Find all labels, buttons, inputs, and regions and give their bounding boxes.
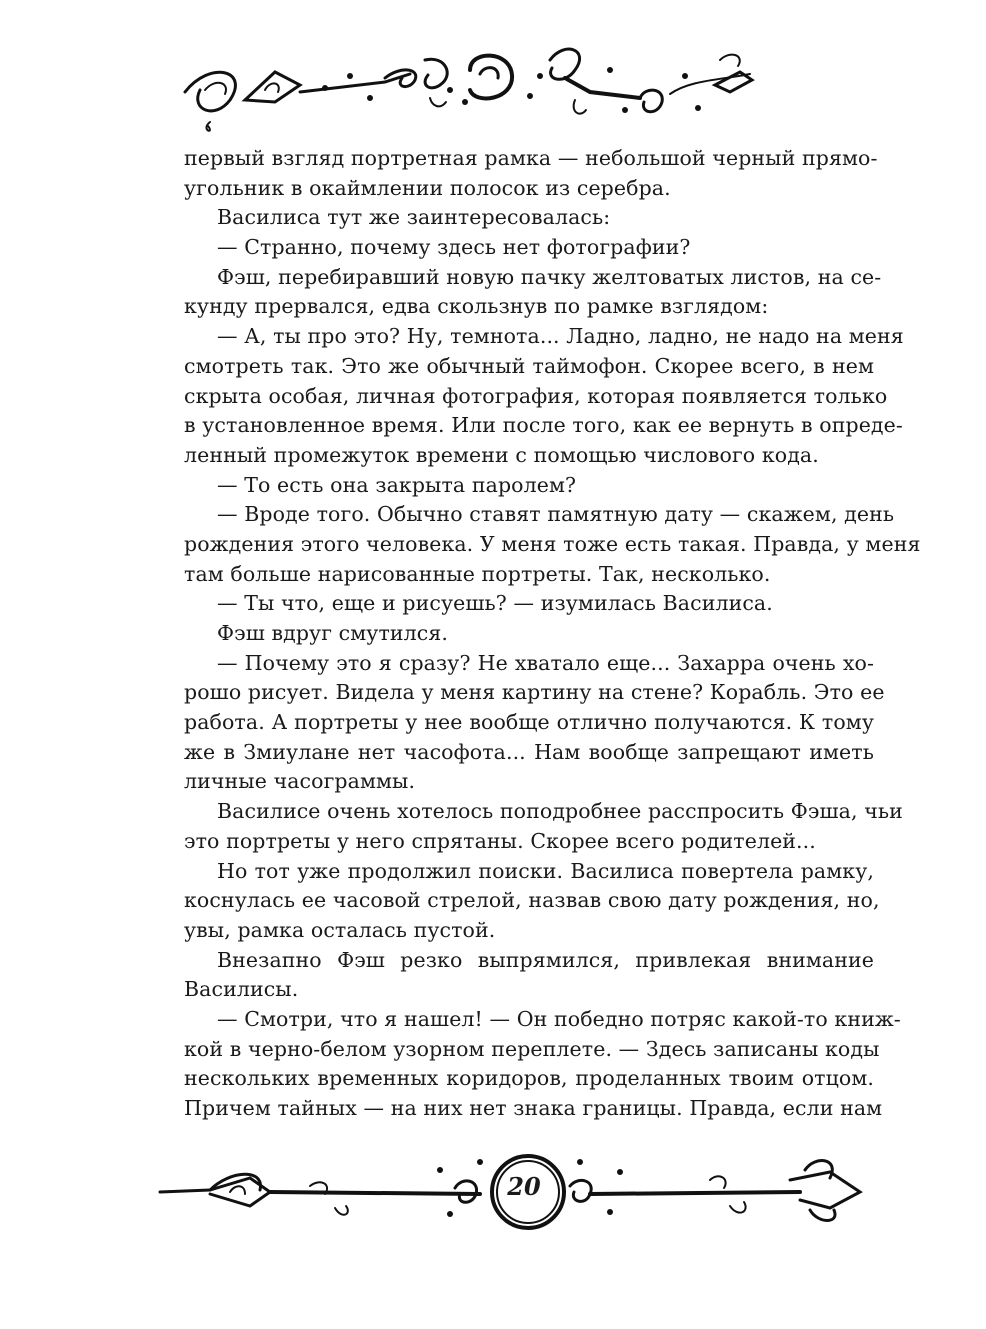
text-line: первый взгляд портретная рамка — небольшой черный прямо-	[184, 146, 878, 170]
text-line: Василисы.	[184, 977, 299, 1002]
text-line: личные часограммы.	[184, 769, 416, 794]
text-line: кунду прервался, едва скользнув по рамке взглядом:	[184, 294, 769, 319]
text-line: в установленное время. Или после того, как ее вернуть в опреде-	[184, 413, 903, 438]
text-line: Василисе очень хотелось поподробнее расспросить Фэша, чьи	[217, 799, 903, 824]
text-line: там больше нарисованные портреты. Так, несколько.	[184, 561, 771, 586]
text-line: коснулась ее часовой стрелой, назвав свою дату рождения, но,	[184, 888, 880, 913]
book-text	[184, 144, 921, 1124]
text-line: кой в черно-белом узорном переплете. — Здесь записаны коды	[184, 1036, 880, 1061]
text-line: — Смотри, что я нашел! — Он победно потряс какой-то книж-	[217, 1006, 901, 1031]
text-line: — Ты что, еще и рисуешь? — изумилась Василиса.	[217, 591, 773, 616]
text-line: Фэш, перебиравший новую пачку желтоватых листов, на се-	[217, 264, 882, 289]
text-line: — Вроде того. Обычно ставят памятную дату — скажем, день	[217, 502, 895, 527]
text-line: Но тот уже продолжил поиски. Василиса повертела рамку,	[217, 858, 874, 883]
text-line: — То есть она закрыта паролем?	[217, 472, 577, 497]
text-line: Фэш вдруг смутился.	[217, 621, 449, 645]
text-line: рошо рисует. Видела у меня картину на стене? Корабль. Это ее	[184, 680, 885, 705]
text-line: — Странно, почему здесь нет фотографии?	[217, 235, 691, 260]
top-ornament	[170, 30, 770, 140]
text-line: нескольких временных коридоров, проделанных твоим отцом.	[184, 1066, 874, 1091]
text-line: Внезапно Фэш резко выпрямился, привлекая внимание	[217, 947, 874, 972]
text-line: — А, ты про это? Ну, темнота... Ладно, ладно, не надо на меня	[217, 324, 904, 349]
text-line: смотреть так. Это же обычный таймофон. Скорее всего, в нем	[184, 353, 874, 378]
text-line: — Почему это я сразу? Не хватало еще... Захарра очень хо-	[217, 650, 874, 675]
text-line: работа. А портреты у нее вообще отлично получаются. К тому	[184, 710, 874, 735]
text-line: скрыта особая, личная фотография, которая появляется только	[184, 383, 888, 408]
text-line: же в Змиулане нет часофота... Нам вообще запрещают иметь	[184, 739, 874, 764]
page-number: 20	[507, 1172, 541, 1201]
text-line: Василиса тут же заинтересовалась:	[217, 205, 611, 230]
text-line: рождения этого человека. У меня тоже есть такая. Правда, у меня	[184, 531, 921, 556]
text-line: ленный промежуток времени с помощью числового кода.	[184, 442, 819, 467]
text-line: Причем тайных — на них нет знака границы. Правда, если нам	[184, 1096, 883, 1120]
text-line: это портреты у него спрятаны. Скорее всего родителей...	[184, 828, 816, 853]
text-line: угольник в окаймлении полосок из серебра.	[184, 175, 671, 200]
text-line: увы, рамка осталась пустой.	[184, 917, 496, 942]
